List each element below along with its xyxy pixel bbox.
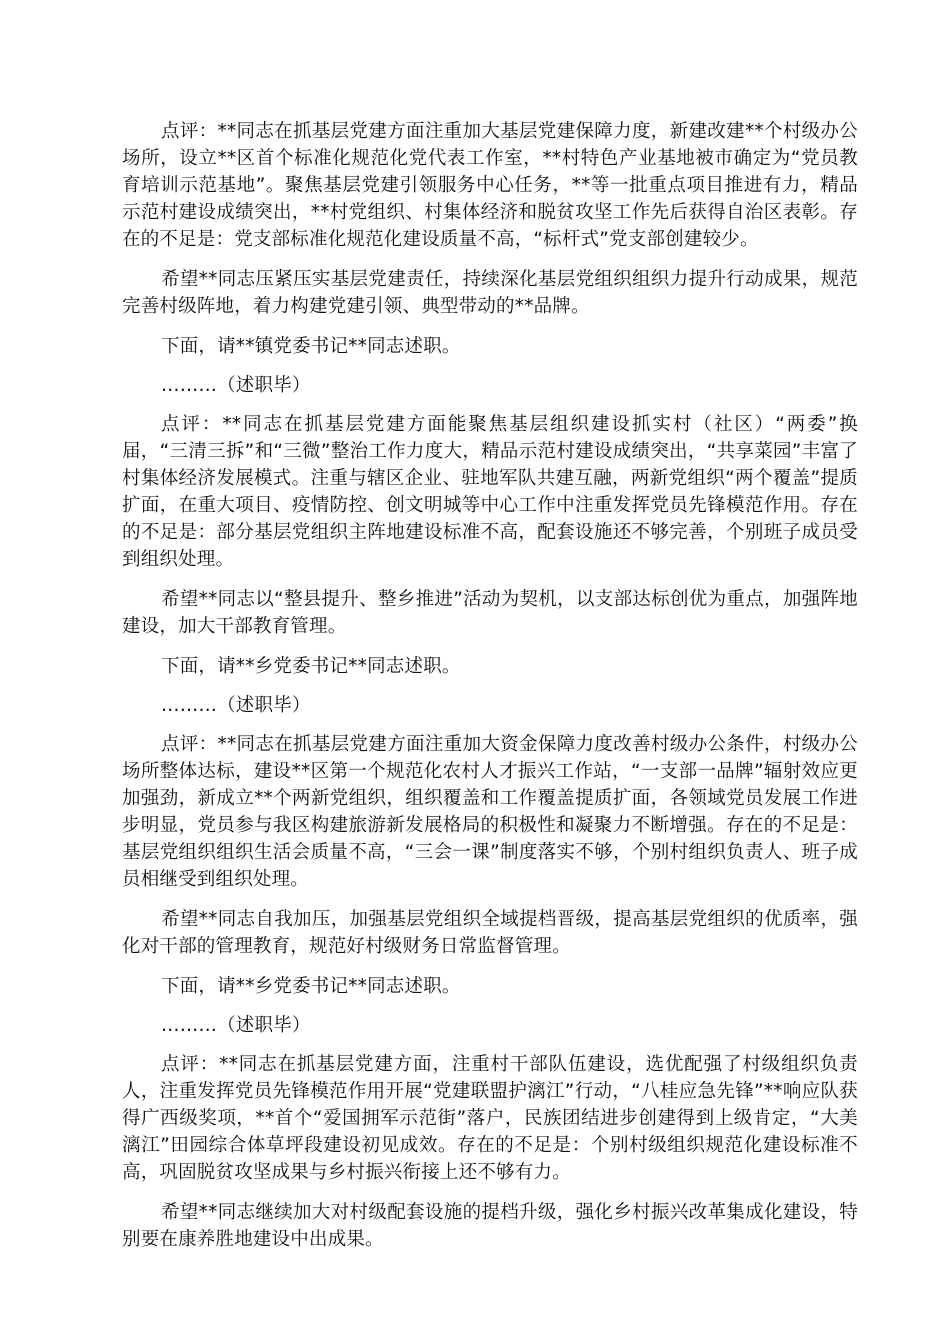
review-paragraph-3: 点评：**同志在抓基层党建方面注重加大资金保障力度改善村级办公条件，村级办公场所整体达标，建设**区第一个规范化农村人才振兴工作站，“一支部一品牌”辐射效应更加强劲，新成立**个两新党组织，组织覆盖和工作覆盖提质扩面，各领域党员发展工作进步明显，党员参与我区构建旅游新发展格局的积极性和凝聚力不断增强。存在的不足是：基层党组织组织生活会质量不高，“三会一课”制度落实不够，个别村组织负责人、班子成员相继受到组织处理。 (122, 734, 858, 890)
expectation-paragraph-4: 希望**同志继续加大对村级配套设施的提档升级，强化乡村振兴改革集成化建设，特别要在康养胜地建设中出成果。 (122, 1202, 858, 1250)
next-speaker-line-3: 下面，请**乡党委书记**同志述职。 (161, 976, 461, 997)
document-page (122, 118, 858, 1266)
next-speaker-line-2: 下面，请**乡党委书记**同志述职。 (161, 656, 461, 677)
expectation-paragraph-2: 希望**同志以“整县提升、整乡推进”活动为契机，以支部达标创优为重点，加强阵地建设，加大干部教育管理。 (122, 589, 858, 637)
next-speaker-line-1: 下面，请**镇党委书记**同志述职。 (161, 336, 461, 357)
report-finished-line-2: ………（述职毕） (161, 695, 311, 716)
review-paragraph-1: 点评：**同志在抓基层党建方面注重加大基层党建保障力度，新建改建**个村级办公场所，设立**区首个标准化规范化党代表工作室，**村特色产业基地被市确定为“党员教育培训示范基地”。聚焦基层党建引领服务中心任务，**等一批重点项目推进有力，精品示范村建设成绩突出，**村党组织、村集体经济和脱贫攻坚工作先后获得自治区表彰。存在的不足是：党支部标准化规范化建设质量不高，“标杆式”党支部创建较少。 (122, 121, 858, 250)
review-paragraph-2: 点评：**同志在抓基层党建方面能聚焦基层组织建设抓实村（社区）“两委”换届，“三清三拆”和“三微”整治工作力度大，精品示范村建设成绩突出，“共享菜园”丰富了村集体经济发展模式。注重与辖区企业、驻地军队共建互融，两新党组织“两个覆盖”提质扩面，在重大项目、疫情防控、创文明城等中心工作中注重发挥党员先锋模范作用。存在的不足是：部分基层党组织主阵地建设标准不高，配套设施还不够完善，个别班子成员受到组织处理。 (122, 414, 858, 570)
expectation-paragraph-3: 希望**同志自我加压，加强基层党组织全域提档晋级，提高基层党组织的优质率，强化对干部的管理教育，规范好村级财务日常监督管理。 (122, 909, 858, 957)
review-paragraph-4: 点评：**同志在抓基层党建方面，注重村干部队伍建设，选优配强了村级组织负责人，注重发挥党员先锋模范作用开展“党建联盟护漓江”行动，“八桂应急先锋”**响应队获得广西级奖项，**首个“爱国拥军示范街”落户，民族团结进步创建得到上级肯定，“大美漓江”田园综合体草坪段建设初见成效。存在的不足是：个别村级组织规范化建设标准不高，巩固脱贫攻坚成果与乡村振兴衔接上还不够有力。 (122, 1054, 858, 1183)
expectation-paragraph-1: 希望**同志压紧压实基层党建责任，持续深化基层党组织组织力提升行动成果，规范完善村级阵地，着力构建党建引领、典型带动的**品牌。 (122, 269, 858, 317)
report-finished-line-3: ………（述职毕） (161, 1015, 311, 1036)
report-finished-line-1: ………（述职毕） (161, 375, 311, 396)
